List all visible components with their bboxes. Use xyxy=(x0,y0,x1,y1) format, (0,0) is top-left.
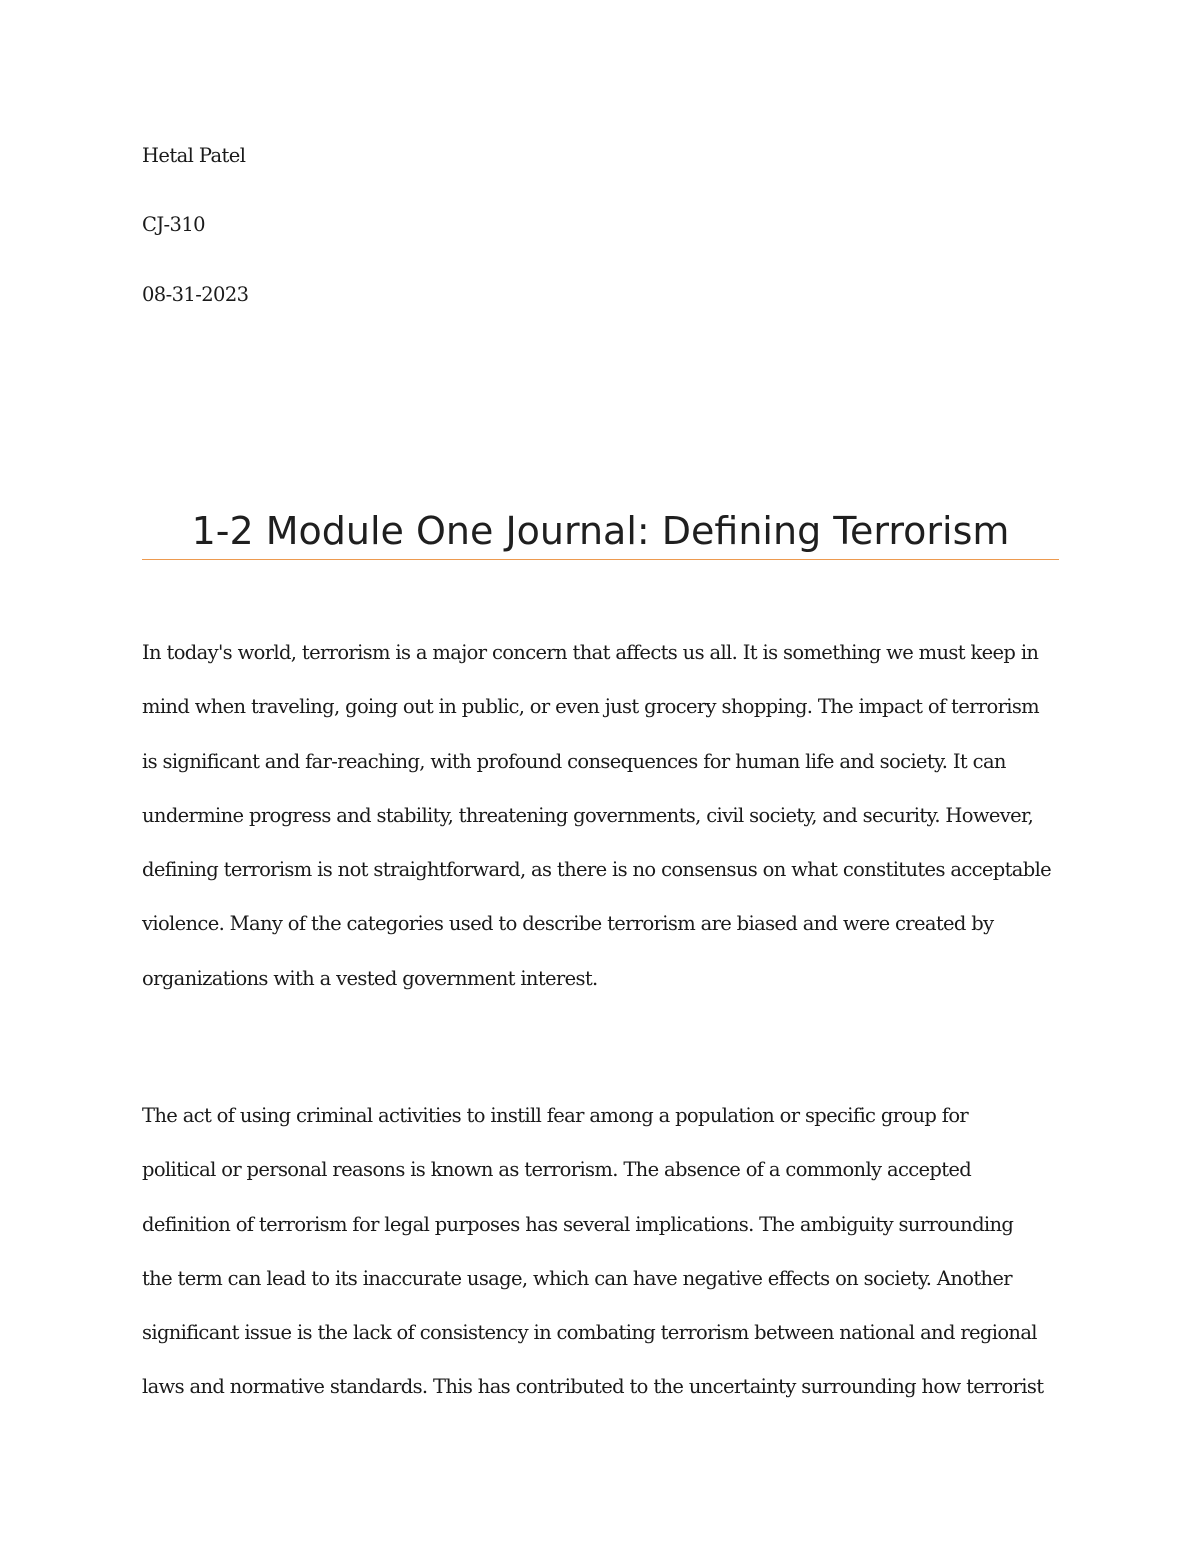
paragraph-line: mind when traveling, going out in public, or even just grocery shopping. The impact of terrorism xyxy=(142,695,1040,719)
paragraph-line: definition of terrorism for legal purposes has several implications. The ambiguity surrounding xyxy=(142,1212,1014,1236)
paragraph-line: the term can lead to its inaccurate usage, which can have negative effects on society. Another xyxy=(142,1266,1012,1290)
author-name: Hetal Patel xyxy=(142,144,246,167)
paragraph-line: undermine progress and stability, threatening governments, civil society, and security. However, xyxy=(142,803,1034,827)
paragraph-line: In today's world, terrorism is a major concern that affects us all. It is something we must keep in xyxy=(142,641,1039,664)
paragraph-line: laws and normative standards. This has contributed to the uncertainty surrounding how terrorist xyxy=(142,1375,1044,1399)
paragraph-line: political or personal reasons is known as terrorism. The absence of a commonly accepted xyxy=(142,1158,972,1182)
paragraph-line: violence. Many of the categories used to describe terrorism are biased and were created by xyxy=(142,912,994,936)
title-underline xyxy=(142,559,1059,560)
document-title: 1-2 Module One Journal: Defining Terrorism xyxy=(191,509,1010,553)
paragraph-line: defining terrorism is not straightforward, as there is no consensus on what constitutes acceptable xyxy=(142,858,1052,882)
body-paragraph-1 xyxy=(142,641,1072,1021)
paragraph-line: organizations with a vested government interest. xyxy=(142,966,598,990)
paragraph-line: The act of using criminal activities to instill fear among a population or specific group for xyxy=(142,1104,969,1127)
paragraph-line: significant issue is the lack of consistency in combating terrorism between national and regional xyxy=(142,1321,1037,1345)
body-paragraph-2 xyxy=(142,1104,1072,1430)
submission-date: 08-31-2023 xyxy=(142,283,249,306)
course-code: CJ-310 xyxy=(142,213,205,236)
paragraph-line: is significant and far-reaching, with profound consequences for human life and society. It can xyxy=(142,749,1006,773)
